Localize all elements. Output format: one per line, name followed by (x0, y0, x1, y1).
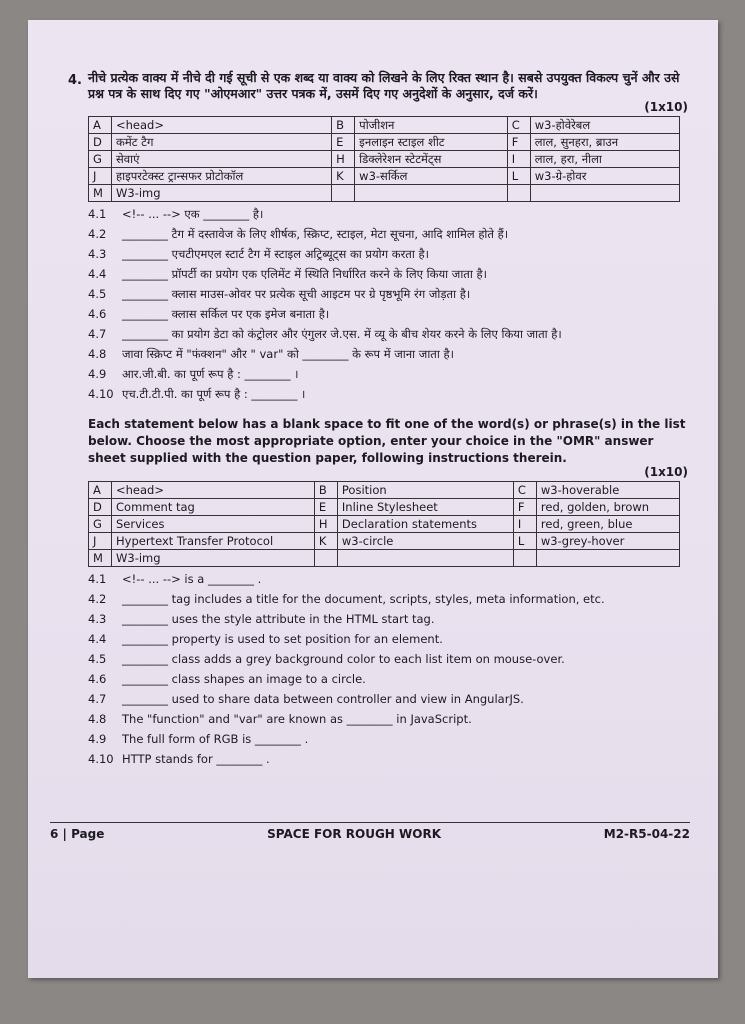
english-table-cell: w3-hoverable (536, 482, 679, 499)
english-table-row (89, 499, 680, 516)
english-questions (88, 569, 688, 769)
english-questions-item (88, 629, 688, 649)
question-number: 4.9 (88, 732, 107, 746)
hindi-table-cell: H (332, 151, 355, 168)
question-number: 4.1 (88, 207, 107, 221)
rough-work-label: SPACE FOR ROUGH WORK (267, 827, 441, 841)
hindi-questions-item (88, 224, 688, 244)
hindi-table-cell: हाइपरटेक्स्ट ट्रान्सफर प्रोटोकॉल (112, 168, 332, 185)
hindi-questions-item (88, 324, 688, 344)
hindi-table-cell (530, 185, 679, 202)
hindi-questions-item (88, 384, 688, 404)
question-text: ________ क्लास माउस-ओवर पर प्रत्येक सूची आइटम पर ग्रे पृष्ठभूमि रंग जोड़ता है। (122, 287, 471, 301)
english-table-cell (314, 550, 337, 567)
question-text: <!-- ... --> is a ________ . (122, 572, 262, 586)
question-text: ________ क्लास सर्किल पर एक इमेज बनाता है। (122, 307, 330, 321)
question-text: The "function" and "var" are known as ________ in JavaScript. (122, 712, 472, 726)
question-text: ________ class shapes an image to a circle. (122, 672, 366, 686)
english-questions-item (88, 749, 688, 769)
hindi-questions-item (88, 264, 688, 284)
question-number: 4.9 (88, 367, 107, 381)
hindi-table-cell: w3-होवेरेबल (530, 117, 679, 134)
hindi-table-row (89, 117, 680, 134)
question-text: ________ uses the style attribute in the HTML start tag. (122, 612, 435, 626)
english-table-cell: red, golden, brown (536, 499, 679, 516)
hindi-table-cell: A (89, 117, 112, 134)
hindi-table-cell: लाल, हरा, नीला (530, 151, 679, 168)
hindi-table-cell: K (332, 168, 355, 185)
paper-code: M2-R5-04-22 (603, 827, 690, 841)
english-questions-item (88, 589, 688, 609)
hindi-table-cell: कमेंट टैग (112, 134, 332, 151)
question-number: 4.6 (88, 307, 107, 321)
english-table-cell: H (314, 516, 337, 533)
hindi-table-cell: E (332, 134, 355, 151)
english-table-cell: D (89, 499, 112, 516)
english-questions-item (88, 569, 688, 589)
english-table-cell: M (89, 550, 112, 567)
english-instruction: Each statement below has a blank space to fit one of the word(s) or phrase(s) in the list below. Choose the most appropriate option, enter your choice in the "OMR" answer sheet supplied with the question paper, following instructions therein. (88, 417, 686, 465)
english-table-row (89, 516, 680, 533)
hindi-table-cell: लाल, सुनहरा, ब्राउन (530, 134, 679, 151)
hindi-questions-item (88, 284, 688, 304)
question-text: ________ property is used to set position for an element. (122, 632, 443, 646)
page-number: 6 | Page (50, 827, 105, 841)
question-text: ________ टैग में दस्तावेज के लिए शीर्षक, स्क्रिप्ट, स्टाइल, मेटा सूचना, आदि शामिल होते हैं। (122, 227, 509, 241)
hindi-questions-item (88, 304, 688, 324)
hindi-table-cell: G (89, 151, 112, 168)
question-text: ________ used to share data between controller and view in AngularJS. (122, 692, 524, 706)
english-table-cell: F (513, 499, 536, 516)
hindi-questions-item (88, 204, 688, 224)
question-number: 4.5 (88, 287, 107, 301)
english-table-cell: Hypertext Transfer Protocol (112, 533, 315, 550)
english-table-cell (513, 550, 536, 567)
english-table-cell: Comment tag (112, 499, 315, 516)
question-text: जावा स्क्रिप्ट में "फंक्शन" और " var" को ________ के रूप में जाना जाता है। (122, 347, 454, 361)
english-table-cell: C (513, 482, 536, 499)
english-table-cell: w3-grey-hover (536, 533, 679, 550)
english-questions-item (88, 649, 688, 669)
question-number: 4.2 (88, 227, 107, 241)
hindi-table-row (89, 151, 680, 168)
english-table-cell: B (314, 482, 337, 499)
marks-hindi: (1x10) (644, 100, 688, 114)
english-table-cell: <head> (112, 482, 315, 499)
hindi-questions-item (88, 244, 688, 264)
hindi-table-cell: w3-सर्किल (355, 168, 508, 185)
question-text: आर.जी.बी. का पूर्ण रूप है : ________ । (122, 367, 299, 381)
english-table-row (89, 533, 680, 550)
hindi-table-cell: सेवाएं (112, 151, 332, 168)
hindi-table-cell: L (507, 168, 530, 185)
english-table-cell (337, 550, 513, 567)
question-text: <!-- ... --> एक ________ है। (122, 207, 264, 221)
hindi-table-cell: w3-ग्रे-होवर (530, 168, 679, 185)
english-table-cell: J (89, 533, 112, 550)
question-number: 4.4 (88, 632, 107, 646)
question-text: ________ का प्रयोग डेटा को कंट्रोलर और एंगुलर जे.एस. में व्यू के बीच शेयर करने के लिए किया जाता है। (122, 327, 562, 341)
english-table-cell: red, green, blue (536, 516, 679, 533)
content (88, 70, 688, 769)
english-table-cell: K (314, 533, 337, 550)
hindi-table-cell (332, 185, 355, 202)
page-footer (50, 822, 690, 841)
question-number: 4.8 (88, 712, 107, 726)
question-number: 4.2 (88, 592, 107, 606)
question-text: ________ एचटीएमएल स्टार्ट टैग में स्टाइल अट्रिब्यूट्स का प्रयोग करता है। (122, 247, 429, 261)
question-number: 4.6 (88, 672, 107, 686)
english-questions-item (88, 669, 688, 689)
english-table-cell: Declaration statements (337, 516, 513, 533)
question-text: HTTP stands for ________ . (122, 752, 270, 766)
hindi-table-cell: C (507, 117, 530, 134)
question-number: 4.3 (88, 612, 107, 626)
hindi-table-cell: M (89, 185, 112, 202)
hindi-questions (88, 204, 688, 404)
english-questions-item (88, 689, 688, 709)
hindi-instruction: नीचे प्रत्येक वाक्य में नीचे दी गई सूची से एक शब्द या वाक्य को लिखने के लिए रिक्त स्थान है। सबसे उपयुक्त विकल्प चुनें और उसे प्रश्न पत्र के साथ दिए गए "ओएमआर" उत्तर पत्रक में, उसमें दिए गए अनुदेशों के अनुसार, दर्ज करें। (88, 70, 680, 101)
question-number: 4.7 (88, 692, 107, 706)
english-table-cell: Inline Stylesheet (337, 499, 513, 516)
english-table-cell: w3-circle (337, 533, 513, 550)
english-table-cell: I (513, 516, 536, 533)
english-table-cell: W3-img (112, 550, 315, 567)
hindi-table-cell: F (507, 134, 530, 151)
question-number: 4.5 (88, 652, 107, 666)
hindi-table-row (89, 134, 680, 151)
question-number: 4.3 (88, 247, 107, 261)
hindi-table-row (89, 168, 680, 185)
english-questions-item (88, 709, 688, 729)
hindi-table-cell: W3-img (112, 185, 332, 202)
question-number: 4. (68, 73, 82, 88)
english-questions-item (88, 729, 688, 749)
hindi-table-cell (507, 185, 530, 202)
hindi-table-row (89, 185, 680, 202)
hindi-table-cell (355, 185, 508, 202)
marks-english: (1x10) (644, 465, 688, 479)
hindi-table-cell: पोजीशन (355, 117, 508, 134)
question-number: 4.1 (88, 572, 107, 586)
hindi-table-cell: D (89, 134, 112, 151)
question-number: 4.4 (88, 267, 107, 281)
question-text: ________ प्रॉपर्टी का प्रयोग एक एलिमेंट में स्थिति निर्धारित करने के लिए किया जाता है। (122, 267, 487, 281)
question-number: 4.10 (88, 752, 114, 766)
hindi-table-cell: J (89, 168, 112, 185)
english-table-cell: G (89, 516, 112, 533)
english-table-cell: L (513, 533, 536, 550)
english-table-cell (536, 550, 679, 567)
question-number: 4.10 (88, 387, 114, 401)
hindi-questions-item (88, 364, 688, 384)
hindi-questions-item (88, 344, 688, 364)
english-table-cell: A (89, 482, 112, 499)
hindi-options-table (88, 116, 680, 202)
hindi-table-cell: <head> (112, 117, 332, 134)
english-questions-item (88, 609, 688, 629)
english-options-table (88, 481, 680, 567)
hindi-table-cell: डिक्लेरेशन स्टेटमेंट्स (355, 151, 508, 168)
english-table-cell: Position (337, 482, 513, 499)
question-text: ________ class adds a grey background color to each list item on mouse-over. (122, 652, 565, 666)
question-text: The full form of RGB is ________ . (122, 732, 309, 746)
english-table-cell: Services (112, 516, 315, 533)
english-table-row (89, 550, 680, 567)
hindi-table-cell: B (332, 117, 355, 134)
english-table-row (89, 482, 680, 499)
hindi-table-cell: I (507, 151, 530, 168)
hindi-table-cell: इनलाइन स्टाइल शीट (355, 134, 508, 151)
english-table-cell: E (314, 499, 337, 516)
question-text: ________ tag includes a title for the document, scripts, styles, meta information, etc. (122, 592, 605, 606)
question-number: 4.7 (88, 327, 107, 341)
question-text: एच.टी.टी.पी. का पूर्ण रूप है : ________ । (122, 387, 306, 401)
question-number: 4.8 (88, 347, 107, 361)
